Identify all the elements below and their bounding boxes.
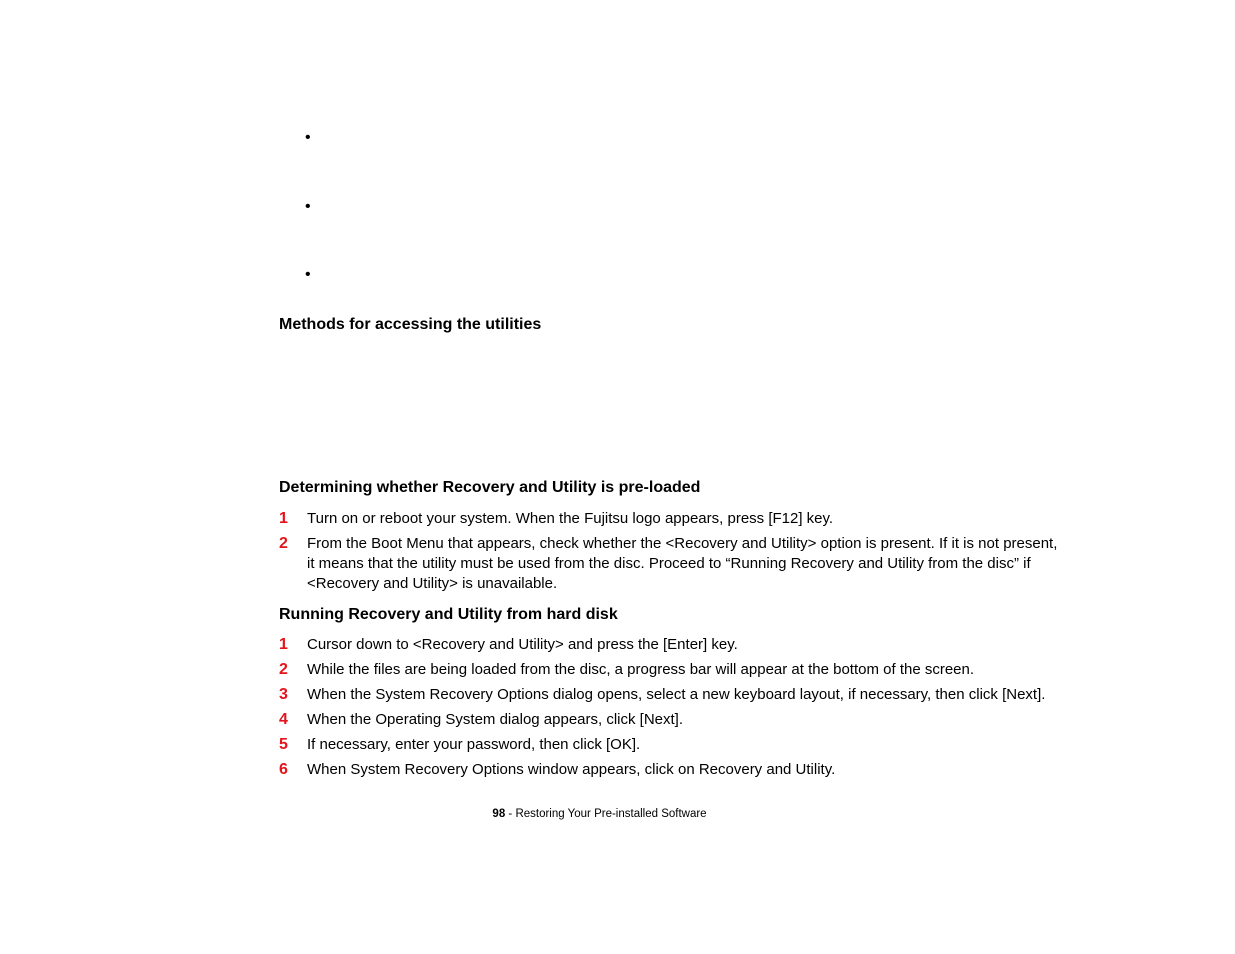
step-number: 4 <box>279 711 288 728</box>
running-step-5 <box>279 735 1069 755</box>
step-text: While the files are being loaded from the disc, a progress bar will appear at the bottom of the screen. <box>307 661 975 678</box>
determining-step-2 <box>279 534 1069 594</box>
step-number: 1 <box>279 636 288 653</box>
bullet-1: • <box>305 129 311 146</box>
page-number: 98 <box>492 808 506 820</box>
step-text: When the Operating System dialog appears, click [Next]. <box>307 711 684 728</box>
determining-step-1 <box>279 509 1069 529</box>
step-number: 6 <box>279 761 288 778</box>
step-number: 5 <box>279 736 288 753</box>
methods-heading: Methods for accessing the utilities <box>279 316 542 333</box>
footer-title: - Restoring Your Pre-installed Software <box>505 808 707 820</box>
step-text: Turn on or reboot your system. When the Fujitsu logo appears, press [F12] key. <box>307 510 834 527</box>
determining-heading: Determining whether Recovery and Utility is pre-loaded <box>279 479 701 496</box>
running-step-3 <box>279 685 1069 705</box>
bullet-2: • <box>305 198 311 215</box>
running-step-1 <box>279 635 1069 655</box>
step-text: From the Boot Menu that appears, check whether the <Recovery and Utility> option is present. If it is not present, it means that the utility must be used from the disc. Proceed to “Running Recovery and Utility from the disc” if <Recovery and Utility> is unavailable. <box>307 535 1058 592</box>
step-number: 2 <box>279 535 288 552</box>
running-step-2 <box>279 660 1069 680</box>
step-number: 3 <box>279 686 288 703</box>
step-number: 1 <box>279 510 288 527</box>
step-text: Cursor down to <Recovery and Utility> and press the [Enter] key. <box>307 636 738 653</box>
step-text: When the System Recovery Options dialog opens, select a new keyboard layout, if necessary, then click [Next]. <box>307 686 1046 703</box>
bullet-3: • <box>305 266 311 283</box>
running-step-6 <box>279 760 1069 780</box>
running-step-4 <box>279 710 1069 730</box>
step-text: If necessary, enter your password, then click [OK]. <box>307 736 641 753</box>
page-footer <box>0 806 1199 822</box>
step-number: 2 <box>279 661 288 678</box>
step-text: When System Recovery Options window appears, click on Recovery and Utility. <box>307 761 836 778</box>
running-heading: Running Recovery and Utility from hard disk <box>279 606 618 623</box>
